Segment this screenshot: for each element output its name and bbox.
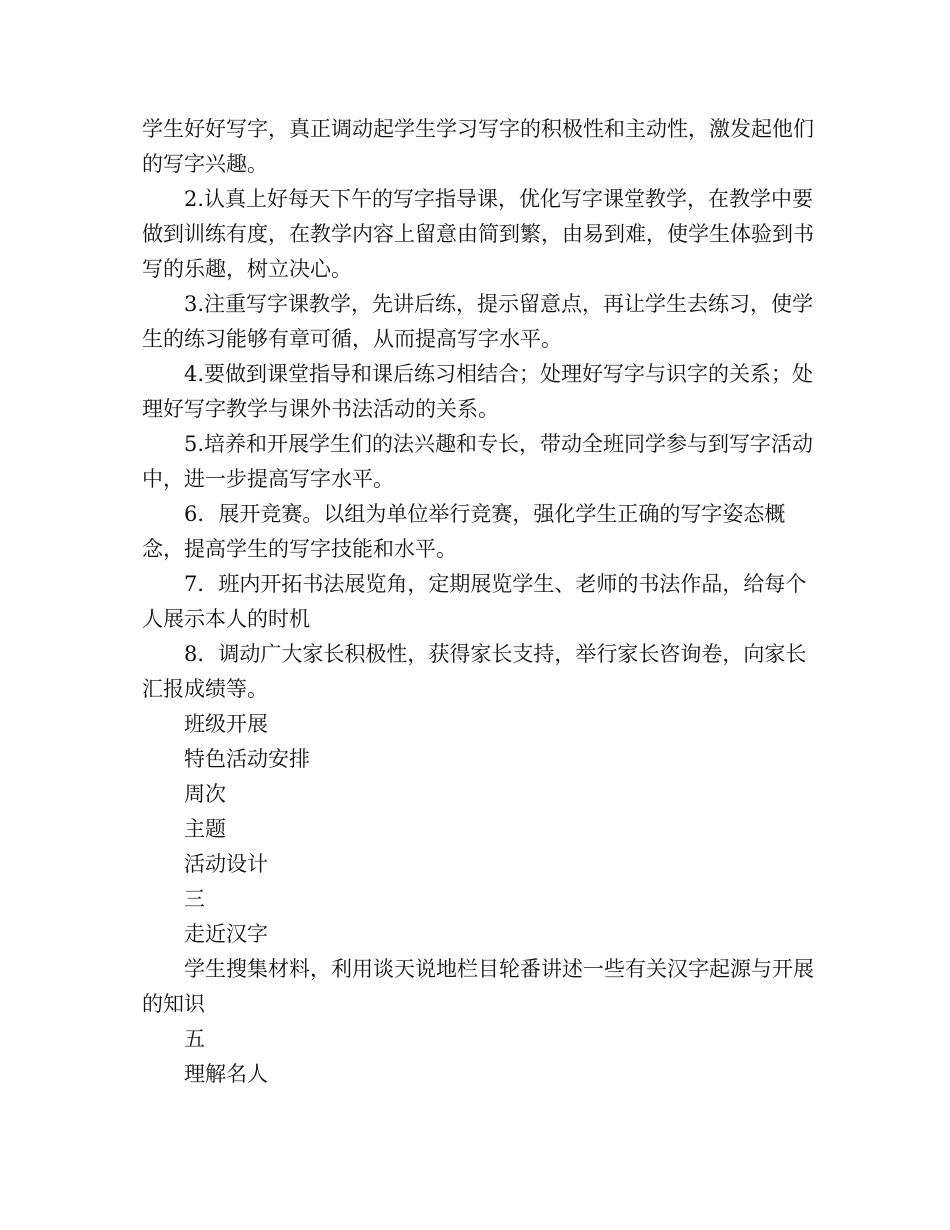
table-header-week: 周次 — [184, 782, 226, 806]
table-cell-week: 三 — [184, 887, 205, 911]
table-cell-week: 五 — [184, 1027, 205, 1051]
paragraph: 5.培养和开展学生们的法兴趣和专长，带动全班同学参与到写字活动中，进一步提高写字水平。 — [142, 432, 814, 491]
table-header-activity: 活动设计 — [184, 852, 268, 876]
paragraph: 2.认真上好每天下午的写字指导课，优化写字课堂教学，在教学中要做到训练有度，在教学内容上留意由简到繁，由易到难，使学生体验到书写的乐趣，树立决心。 — [142, 187, 814, 281]
table-cell-activity: 学生搜集材料，利用谈天说地栏目轮番讲述一些有关汉字起源与开展的知识 — [142, 957, 814, 1016]
paragraph: 8．调动广大家长积极性，获得家长支持，举行家长咨询卷，向家长汇报成绩等。 — [142, 642, 807, 701]
paragraph: 3.注重写字课教学，先讲后练，提示留意点，再让学生去练习，使学生的练习能够有章可循，从而提高写字水平。 — [142, 292, 814, 351]
document-body — [142, 112, 822, 1092]
paragraph: 4.要做到课堂指导和课后练习相结合；处理好写字与识字的关系；处理好写字教学与课外书法活动的关系。 — [142, 362, 814, 421]
table-header-theme: 主题 — [184, 817, 226, 841]
table-cell-theme: 理解名人 — [184, 1062, 268, 1086]
paragraph: 6．展开竞赛。以组为单位举行竞赛，强化学生正确的写字姿态概念，提高学生的写字技能和水平。 — [142, 502, 786, 561]
section-heading: 特色活动安排 — [184, 747, 310, 771]
table-cell-theme: 走近汉字 — [184, 922, 268, 946]
section-heading: 班级开展 — [184, 712, 268, 736]
paragraph: 7．班内开拓书法展览角，定期展览学生、老师的书法作品，给每个人展示本人的时机 — [142, 572, 807, 631]
paragraph: 学生好好写字，真正调动起学生学习写字的积极性和主动性，激发起他们的写字兴趣。 — [142, 117, 814, 176]
